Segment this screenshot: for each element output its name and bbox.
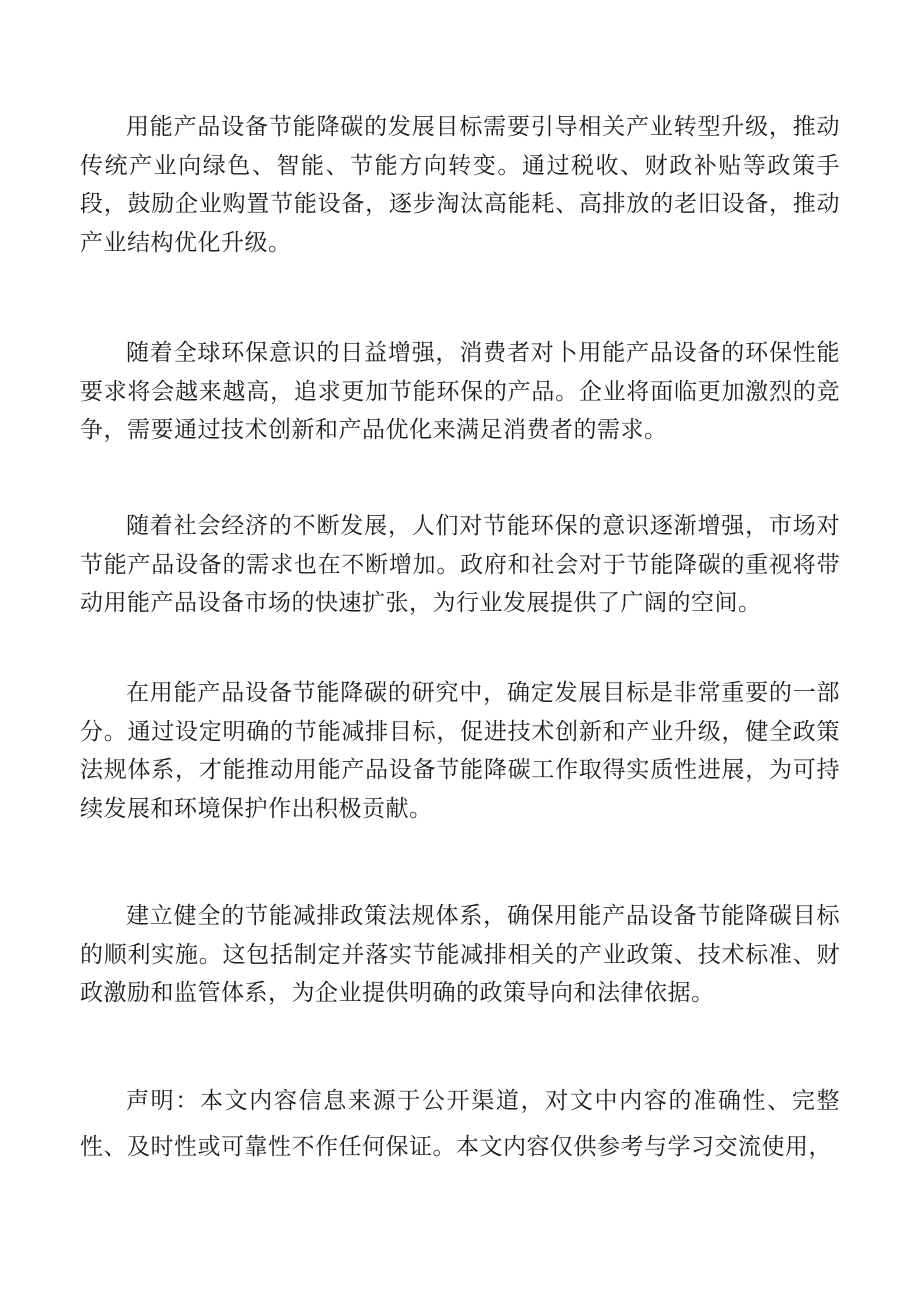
paragraph-development-goals: 用能产品设备节能降碳的发展目标需要引导相关产业转型升级，推动传统产业向绿色、智能、节能方向转变。通过税收、财政补贴等政策手段，鼓励企业购置节能设备，逐步淘汰高能耗、高排放的老旧设备，推动产业结构优化升级。 <box>80 114 840 256</box>
disclaimer-paragraph: 声明：本文内容信息来源于公开渠道，对文中内容的准确性、完整性、及时性或可靠性不作任何保证。本文内容仅供参考与学习交流使用， <box>80 1088 840 1160</box>
paragraph-research-goals: 在用能产品设备节能降碳的研究中，确定发展目标是非常重要的一部分。通过设定明确的节能减排目标，促进技术创新和产业升级，健全政策法规体系，才能推动用能产品设备节能降碳工作取得实质性进展，为可持续发展和环境保护作出积极贡献。 <box>80 680 840 822</box>
paragraph-consumer-demand: 随着全球环保意识的日益增强，消费者对卜用能产品设备的环保性能要求将会越来越高，追求更加节能环保的产品。企业将面临更加激烈的竞争，需要通过技术创新和产品优化来满足消费者的需求。 <box>80 340 840 443</box>
paragraph-market-growth: 随着社会经济的不断发展，人们对节能环保的意识逐渐增强，市场对节能产品设备的需求也在不断增加。政府和社会对于节能降碳的重视将带动用能产品设备市场的快速扩张，为行业发展提供了广阔的空间。 <box>80 513 840 616</box>
paragraph-policy-system: 建立健全的节能减排政策法规体系，确保用能产品设备节能降碳目标的顺利实施。这包括制定并落实节能减排相关的产业政策、技术标准、财政激励和监管体系，为企业提供明确的政策导向和法律依据。 <box>80 903 840 1006</box>
